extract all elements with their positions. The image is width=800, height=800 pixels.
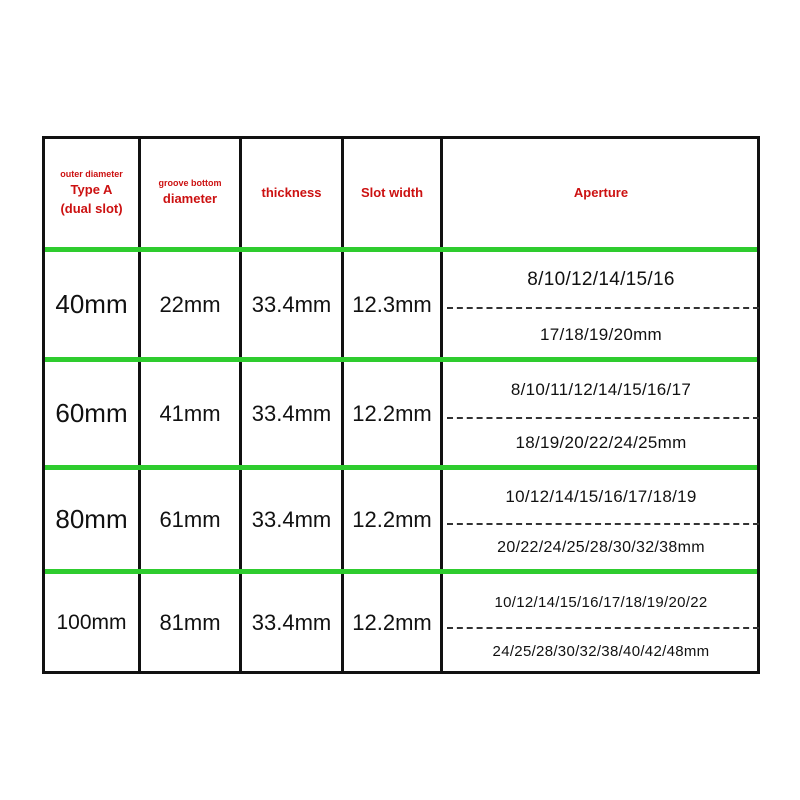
row1-aperture-2: 17/18/19/20mm: [539, 325, 663, 344]
row3-thickness: 33.4mm: [251, 506, 332, 532]
aperture-divider: [447, 307, 759, 309]
aperture-divider: [447, 627, 759, 629]
row3-slot: 12.2mm: [352, 506, 432, 532]
row2-aperture-2: 18/19/20/22/24/25mm: [515, 433, 687, 452]
row1-slot: 12.3mm: [352, 291, 432, 317]
row1-outer: 40mm: [55, 289, 128, 319]
header-outer-diameter: [45, 139, 138, 247]
row4-groove: 81mm: [159, 609, 221, 635]
row1-groove: 22mm: [159, 291, 221, 317]
row3-aperture-1: 10/12/14/15/16/17/18/19: [505, 487, 697, 506]
row4-outer: 100mm: [56, 610, 127, 634]
row4-aperture-2: 24/25/28/30/32/38/40/42/48mm: [492, 642, 710, 660]
row4-aperture-1: 10/12/14/15/16/17/18/19/20/22: [494, 593, 708, 611]
aperture-divider: [447, 523, 759, 525]
header-slot-width-label: Slot width: [360, 184, 424, 200]
header-groove-line2: diameter: [162, 191, 218, 207]
header-slot-width: [344, 139, 440, 247]
row4-thickness: 33.4mm: [251, 609, 332, 635]
row3-outer: 80mm: [55, 504, 128, 534]
row2-aperture-1: 8/10/11/12/14/15/16/17: [510, 380, 692, 399]
aperture-divider: [447, 417, 759, 419]
header-groove-diameter: [141, 139, 239, 247]
header-aperture: [443, 139, 759, 247]
row2-slot: 12.2mm: [352, 400, 432, 426]
row2-groove: 41mm: [159, 400, 221, 426]
header-outer-diameter-line2: Type A: [70, 181, 113, 197]
row3-groove: 61mm: [159, 506, 221, 532]
header-thickness-label: thickness: [261, 184, 322, 200]
row4-slot: 12.2mm: [352, 609, 432, 635]
header-groove-line1: groove bottom: [158, 178, 222, 189]
row2-outer: 60mm: [55, 398, 128, 428]
header-aperture-label: Aperture: [573, 184, 629, 200]
header-outer-diameter-line3: (dual slot): [60, 200, 123, 216]
header-outer-diameter-line1: outer diameter: [60, 168, 123, 179]
row2-thickness: 33.4mm: [251, 400, 332, 426]
row3-aperture-2: 20/22/24/25/28/30/32/38mm: [497, 539, 705, 556]
row1-thickness: 33.4mm: [251, 291, 332, 317]
header-thickness: [242, 139, 341, 247]
row1-aperture-1: 8/10/12/14/15/16: [527, 269, 675, 290]
spec-table: [42, 136, 760, 674]
